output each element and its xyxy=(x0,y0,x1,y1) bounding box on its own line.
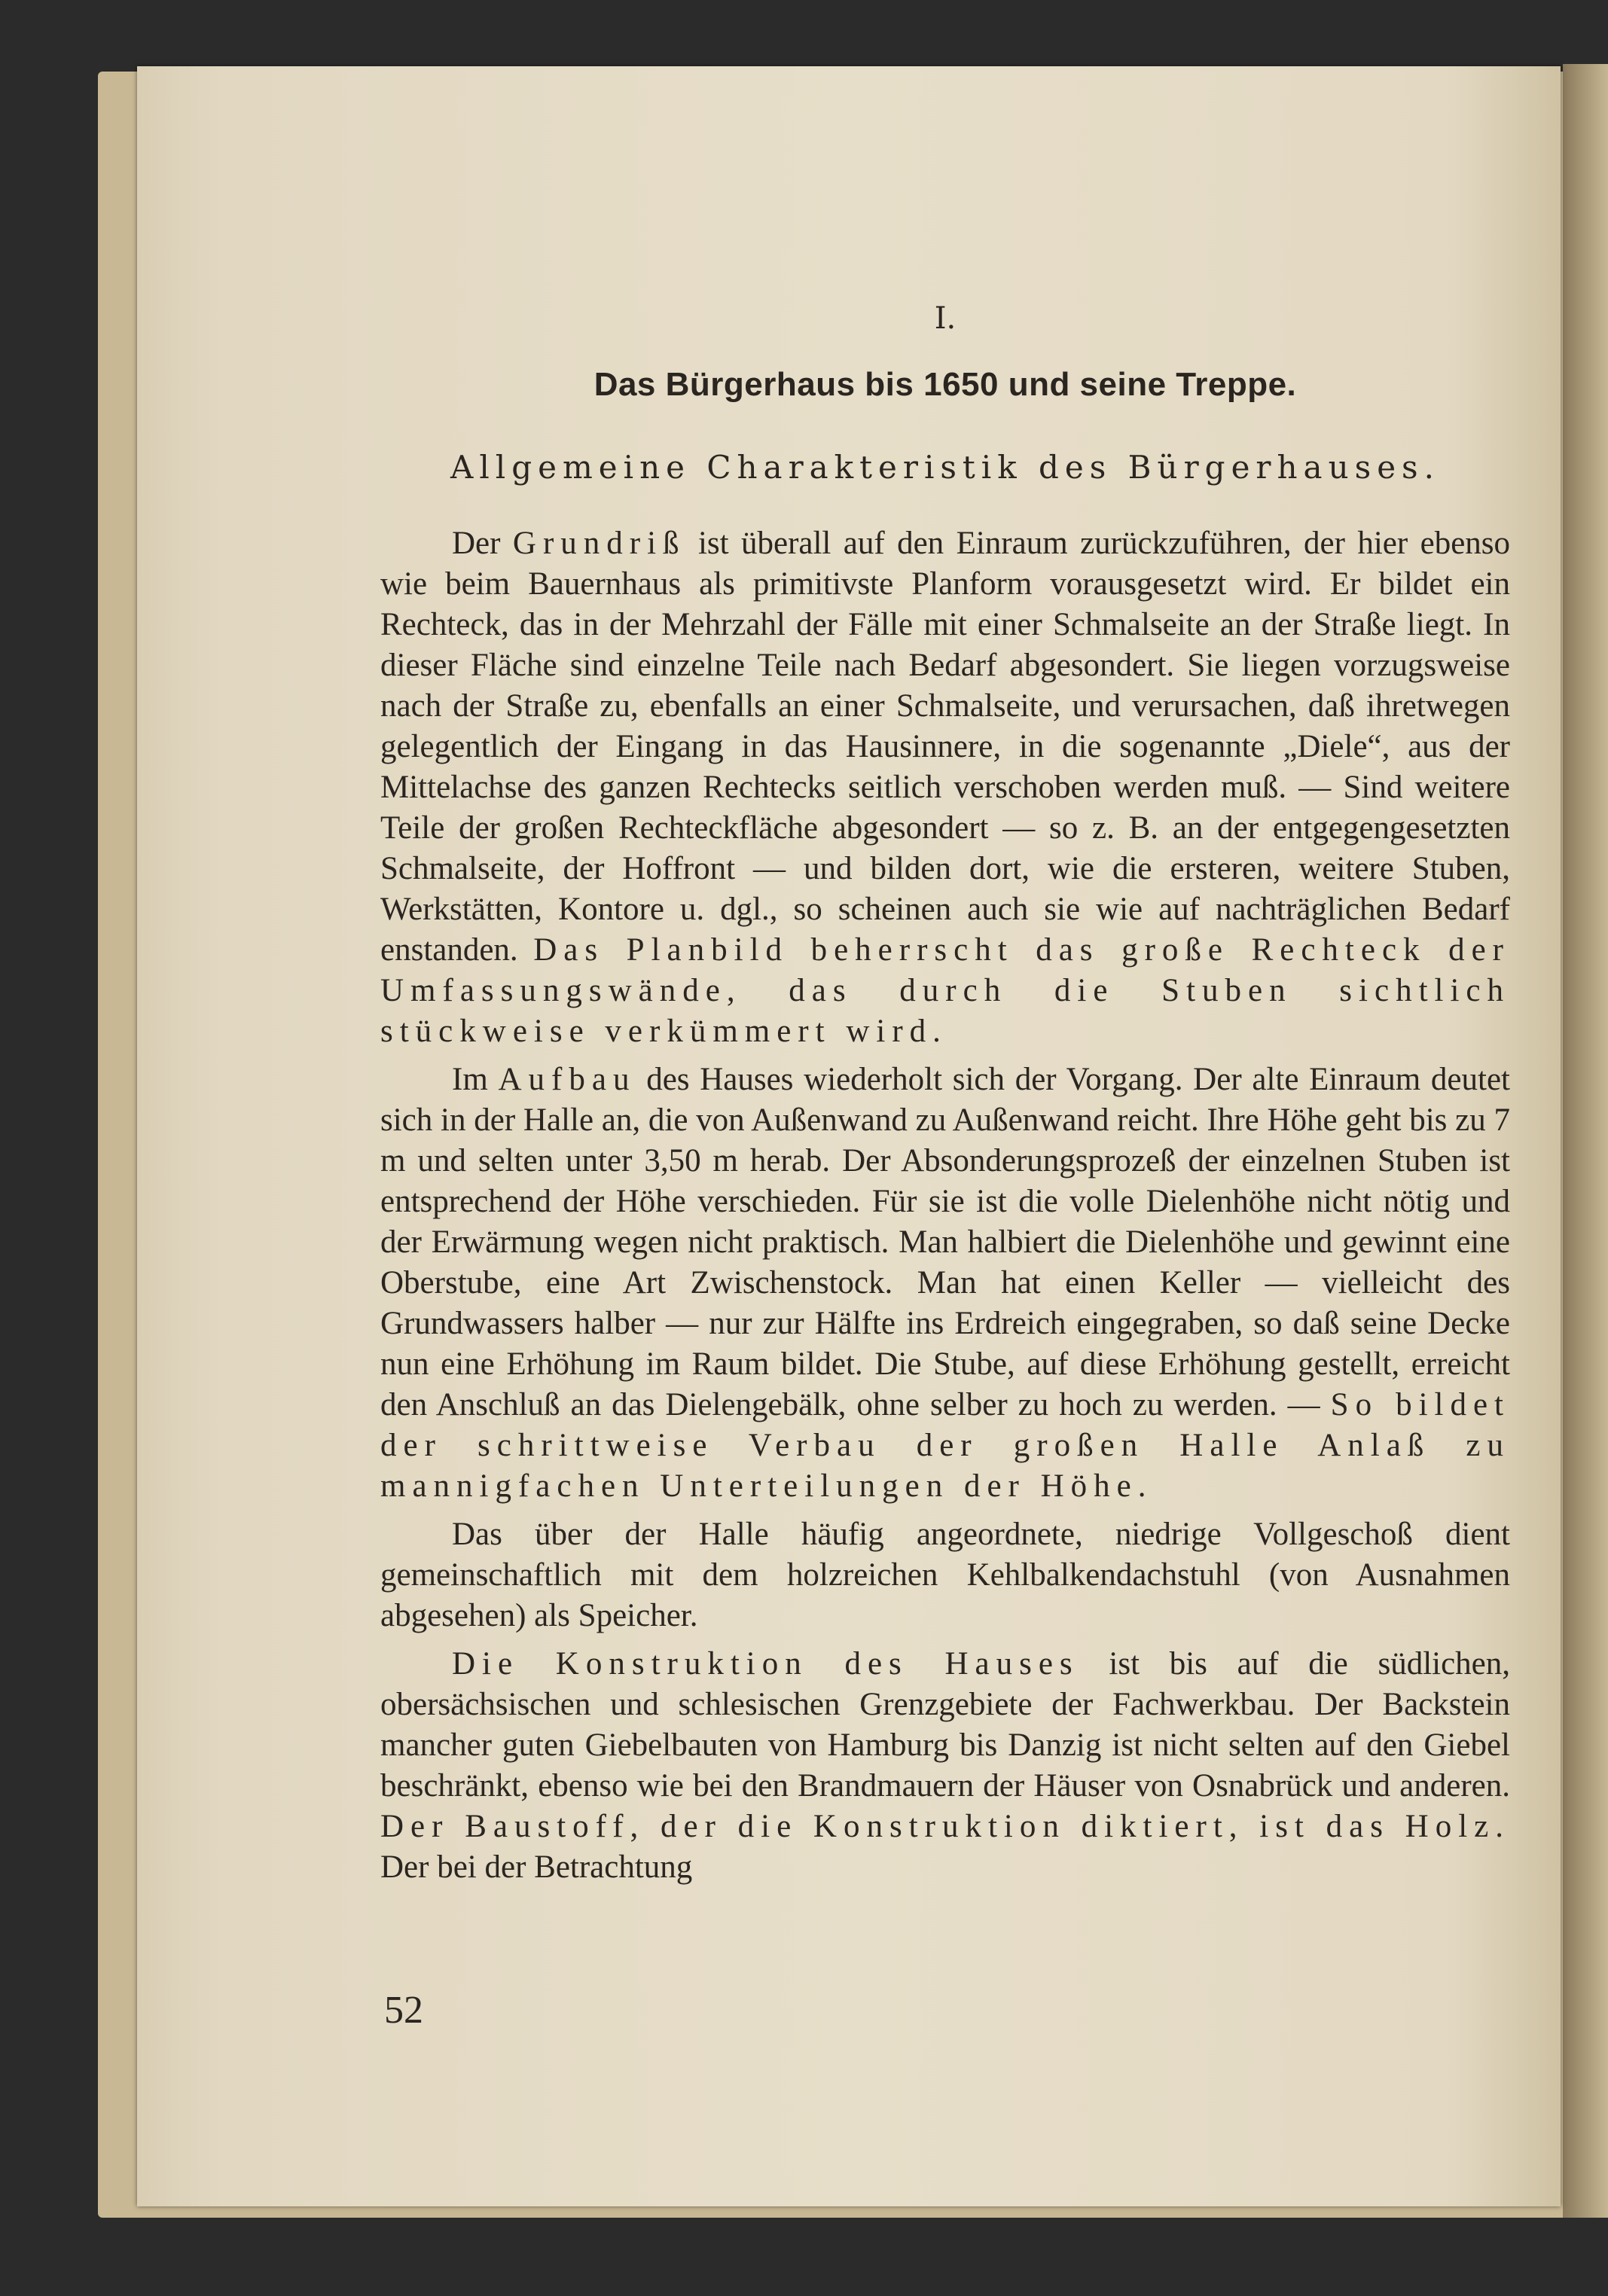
paragraph-text: ist überall auf den Einraum zurückzuführen, der hier ebenso wie beim Bauernhaus als primitivste Planform vorausgesetzt wird. Er bildet ein Rechteck, das in der Mehrzahl der Fälle mit einer Schmalseite an der Straße liegt. In dieser Fläche sind einzelne Teile nach Bedarf abgesondert. Sie liegen vorzugsweise nach der Straße zu, ebenfalls an einer Schmalseite, und verursachen, daß ihretwegen gelegentlich der Eingang in das Hausinnere, in die sogenannte „Diele“, aus der Mittelachse des ganzen Rechtecks seitlich verschoben werden muß. — Sind weitere Teile der großen Rechteckfläche abgesondert — so z. B. an der entgegengesetzten Schmalseite, der Hoffront — und bilden dort, wie die ersteren, weitere Stuben, Werkstätten, Kontore u. dgl., so scheinen auch sie wie auf nachträglichen Bedarf enstanden. xyxy=(380,526,1511,968)
paragraph-lead: Der xyxy=(452,526,501,561)
paragraph-text-continued: Der bei der Betrachtung xyxy=(380,1849,693,1885)
paragraph-grundriss xyxy=(380,523,1510,1052)
paragraph-aufbau xyxy=(380,1060,1510,1507)
paragraph-text: ist bis auf die südlichen, obersächsischen und schlesischen Grenzgebiete der Fachwerkbau. Der Backstein mancher guten Giebelbauten von Hamburg bis Danzig ist nicht selten auf den Giebel beschränkt, ebenso wie bei den Brandmauern der Häuser von Osnabrück und anderen. xyxy=(380,1646,1511,1804)
spaced-sentence: Das Planbild beherrscht das große Rechteck der Umfassungswände, das durch die Stuben sichtlich stückweise verkümmert wird. xyxy=(380,932,1510,1049)
spaced-term: Grundriß xyxy=(512,526,686,561)
page-number: 52 xyxy=(384,1989,423,2032)
paragraph-text: des Hauses wiederholt sich der Vorgang. Der alte Einraum deutet sich in der Halle an, die von Außenwand zu Außenwand reicht. Ihre Höhe geht bis zu 7 m und selten unter 3,50 m herab. Der Absonderungsprozeß der einzelnen Stuben ist entsprechend der Höhe verschieden. Für sie ist die volle Dielenhöhe nicht nötig und der Erwärmung wegen nicht praktisch. Man halbiert die Dielenhöhe und gewinnt eine Oberstube, eine Art Zwischenstock. Man hat einen Keller — vielleicht des Grundwassers halber — nur zur Hälfte ins Erdreich eingegraben, so daß seine Decke nun eine Erhöhung im Raum bildet. Die Stube, auf diese Erhöhung gestellt, erreicht den Anschluß an das Dielengebälk, ohne selber zu hoch zu werden. — xyxy=(380,1062,1510,1422)
spaced-term: Aufbau xyxy=(498,1062,636,1097)
section-heading: Allgemeine Charakteristik des Bürgerhauses. xyxy=(450,449,1440,486)
paragraph-lead: Im xyxy=(452,1062,488,1097)
paragraph-konstruktion xyxy=(380,1644,1510,1888)
paragraph-text: Das über der Halle häufig angeordnete, niedrige Vollgeschoß dient gemeinschaftlich mit dem holzreichen Kehlbalkendachstuhl (von Ausnahmen abgesehen) als Speicher. xyxy=(380,1517,1510,1633)
page-content xyxy=(380,301,1510,1895)
paragraph-speicher xyxy=(380,1514,1510,1636)
spaced-term: Die Konstruktion des Hauses xyxy=(452,1646,1079,1682)
chapter-title: Das Bürgerhaus bis 1650 und seine Treppe. xyxy=(593,366,1297,403)
chapter-number: I. xyxy=(934,301,957,336)
spaced-sentence: So bildet der schrittweise Verbau der großen Halle Anlaß zu mannigfachen Unterteilungen der Höhe. xyxy=(380,1387,1511,1504)
spaced-sentence: Der Baustoff, der die Konstruktion diktiert, ist das Holz. xyxy=(380,1809,1510,1844)
facing-page-edge xyxy=(1563,64,1608,2218)
